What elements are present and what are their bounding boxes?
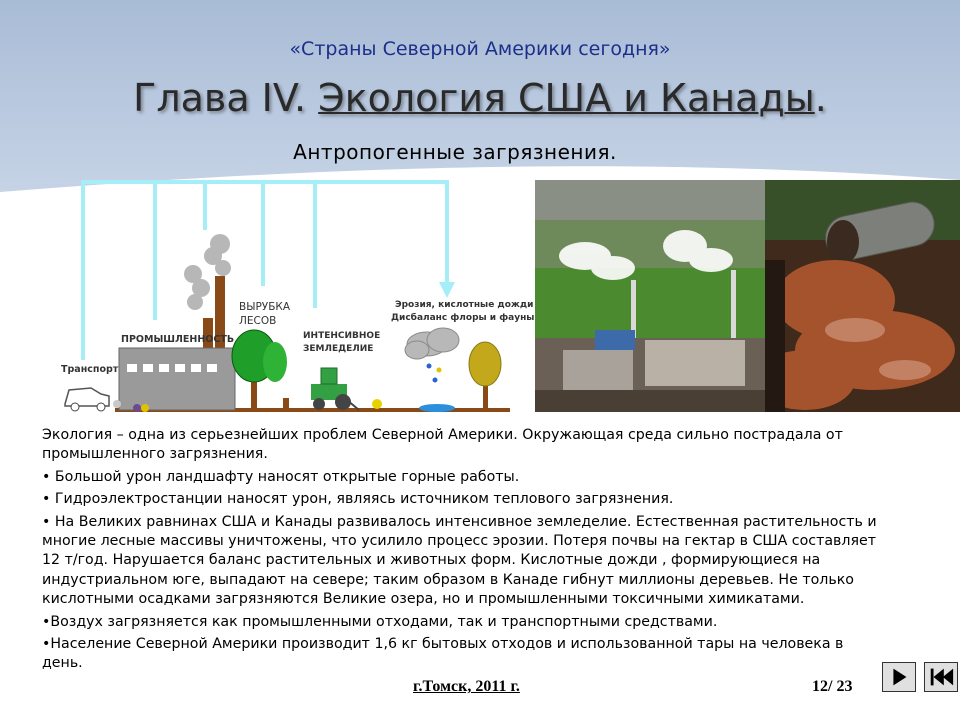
tractor-icon <box>311 368 359 410</box>
bullet-hydro: • Гидроэлектростанции наносят урон, являясь источником теплового загрязнения. <box>42 491 674 508</box>
yellow-blob <box>372 399 382 409</box>
car-icon <box>65 388 121 411</box>
industrial-plant-photo <box>535 180 765 412</box>
first-slide-button[interactable] <box>924 662 958 692</box>
label-logging-1: ВЫРУБКА <box>239 301 291 313</box>
tree-icon <box>469 342 501 410</box>
play-icon <box>893 669 906 686</box>
label-erosion-2: Дисбаланс флоры и фауны <box>391 313 535 323</box>
pollution-diagram <box>55 178 535 418</box>
presentation-subtitle: «Страны Северной Америки сегодня» <box>289 38 671 60</box>
rewind-icon <box>931 669 953 686</box>
bullet-waste: •Население Северной Америки производит 1,6 кг бытовых отходов и использованной тары на человека в день. <box>42 636 844 672</box>
label-farming-2: ЗЕМЛЕДЕЛИЕ <box>303 344 374 354</box>
rain-drops-icon <box>427 364 442 383</box>
label-industry: ПРОМЫШЛЕННОСТЬ <box>121 334 235 345</box>
pipe-arrow-icon <box>439 282 455 298</box>
rain-cloud-icon <box>405 328 459 359</box>
title-underlined: Экология США и Канады <box>318 76 815 120</box>
label-erosion-1: Эрозия, кислотные дожди <box>395 300 534 310</box>
section-heading: Антропогенные загрязнения. <box>293 140 617 164</box>
page-number: 12/ 23 <box>812 678 853 695</box>
polluted-discharge-photo <box>765 180 960 412</box>
label-farming-1: ИНТЕНСИВНОЕ <box>303 331 381 341</box>
intro-paragraph: Экология – одна из серьезнейших проблем Северной Америки. Окружающая среда сильно пострадала от промышленного загрязнения. <box>42 427 843 463</box>
water-puddle <box>419 404 455 412</box>
title-prefix: Глава IV. <box>133 76 319 120</box>
body-text <box>42 426 882 677</box>
next-slide-button[interactable] <box>882 662 916 692</box>
tree-icon <box>232 330 287 410</box>
footer-city-link[interactable]: г.Томск, 2011 г. <box>413 678 520 695</box>
tree-stump <box>283 398 289 410</box>
bullet-farming: • На Великих равнинах США и Канады развивалось интенсивное земледелие. Естественная растительность и многие лесные массивы уничтожены, что усилило процесс эрозии. Потеря почвы на гектар в США составляет 12 т/год. Нарушается баланс растительных и животных форм. Кислотные дожди , формирующиеся на индустриальном юге, выпадают на севере; таким образом в Канаде гибнут миллионы деревьев. Не только кислотными осадками загрязняются Великие озера, но и промышленными токсичными химикатами. <box>42 513 877 608</box>
page-title <box>0 76 960 120</box>
label-transport: Транспорт <box>61 364 119 375</box>
title-suffix: . <box>814 76 827 120</box>
factory-building <box>119 348 235 410</box>
bullet-mining: • Большой урон ландшафту наносят открытые горные работы. <box>42 468 520 485</box>
label-logging-2: ЛЕСОВ <box>239 315 277 327</box>
bullet-air: •Воздух загрязняется как промышленными отходами, так и транспортными средствами. <box>42 613 718 630</box>
